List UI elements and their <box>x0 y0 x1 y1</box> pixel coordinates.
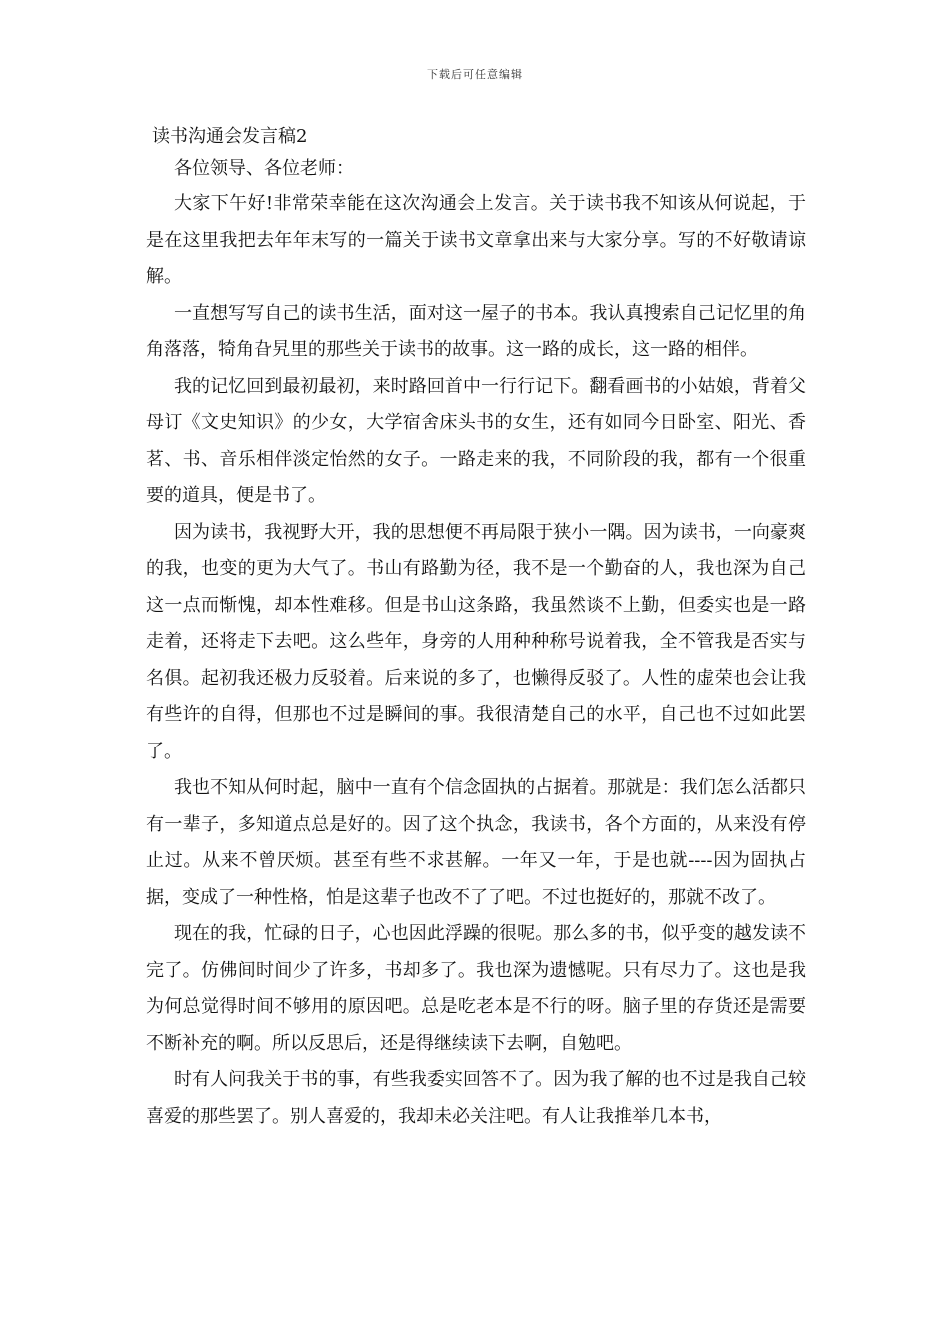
header-note: 下载后可任意编辑 <box>427 68 523 81</box>
paragraph-6: 现在的我，忙碌的日子，心也因此浮躁的很呢。那么多的书，似乎变的越发读不完了。仿佛间时间少了许多，书却多了。我也深为遗憾呢。只有尽力了。这也是我为何总觉得时间不够用的原因吧。总是吃老本是不行的呀。脑子里的存货还是需要不断补充的啊。所以反思后，还是得继续读下去啊，自勉吧。 <box>146 923 806 1054</box>
paragraph-4: 因为读书，我视野大开，我的思想便不再局限于狭小一隅。因为读书，一向豪爽的我，也变的更为大气了。书山有路勤为径，我不是一个勤奋的人，我也深为自己这一点而惭愧，却本性难移。但是书山这条路，我虽然谈不上勤，但委实也是一路走着，还将走下去吧。这么些年，身旁的人用种种称号说着我，全不管我是否实与名俱。起初我还极力反驳着。后来说的多了，也懒得反驳了。人性的虚荣也会让我有些许的自得，但那也不过是瞬间的事。我很清楚自己的水平，自己也不过如此罢了。 <box>146 521 806 762</box>
paragraph-2: 一直想写写自己的读书生活，面对这一屋子的书本。我认真搜索自己记忆里的角角落落，犄角旮旯里的那些关于读书的故事。这一路的成长，这一路的相伴。 <box>146 302 806 360</box>
paragraph-1: 大家下午好!非常荣幸能在这次沟通会上发言。关于读书我不知该从何说起，于是在这里我把去年年末写的一篇关于读书文章拿出来与大家分享。写的不好敬请谅解。 <box>146 193 806 287</box>
paragraph-3: 我的记忆回到最初最初，来时路回首中一行行记下。翻看画书的小姑娘，背着父母订《文史知识》的少女，大学宿舍床头书的女生，还有如同今日卧室、阳光、香茗、书、音乐相伴淡定怡然的女子。一路走来的我，不同阶段的我，都有一个很重要的道具，便是书了。 <box>146 375 806 506</box>
document-title: 读书沟通会发言稿2 <box>152 126 308 147</box>
salutation: 各位领导、各位老师： <box>174 158 354 179</box>
paragraph-5: 我也不知从何时起，脑中一直有个信念固执的占据着。那就是：我们怎么活都只有一辈子，多知道点总是好的。因了这个执念，我读书，各个方面的，从来没有停止过。从来不曾厌烦。甚至有些不求甚解。一年又一年，于是也就----因为固执占据，变成了一种性格，怕是这辈子也改不了了吧。不过也挺好的，那就不改了。 <box>146 777 806 908</box>
paragraph-7: 时有人问我关于书的事，有些我委实回答不了。因为我了解的也不过是我自己较喜爱的那些罢了。别人喜爱的，我却未必关注吧。有人让我推举几本书， <box>146 1069 806 1127</box>
document-page <box>146 122 806 1135</box>
